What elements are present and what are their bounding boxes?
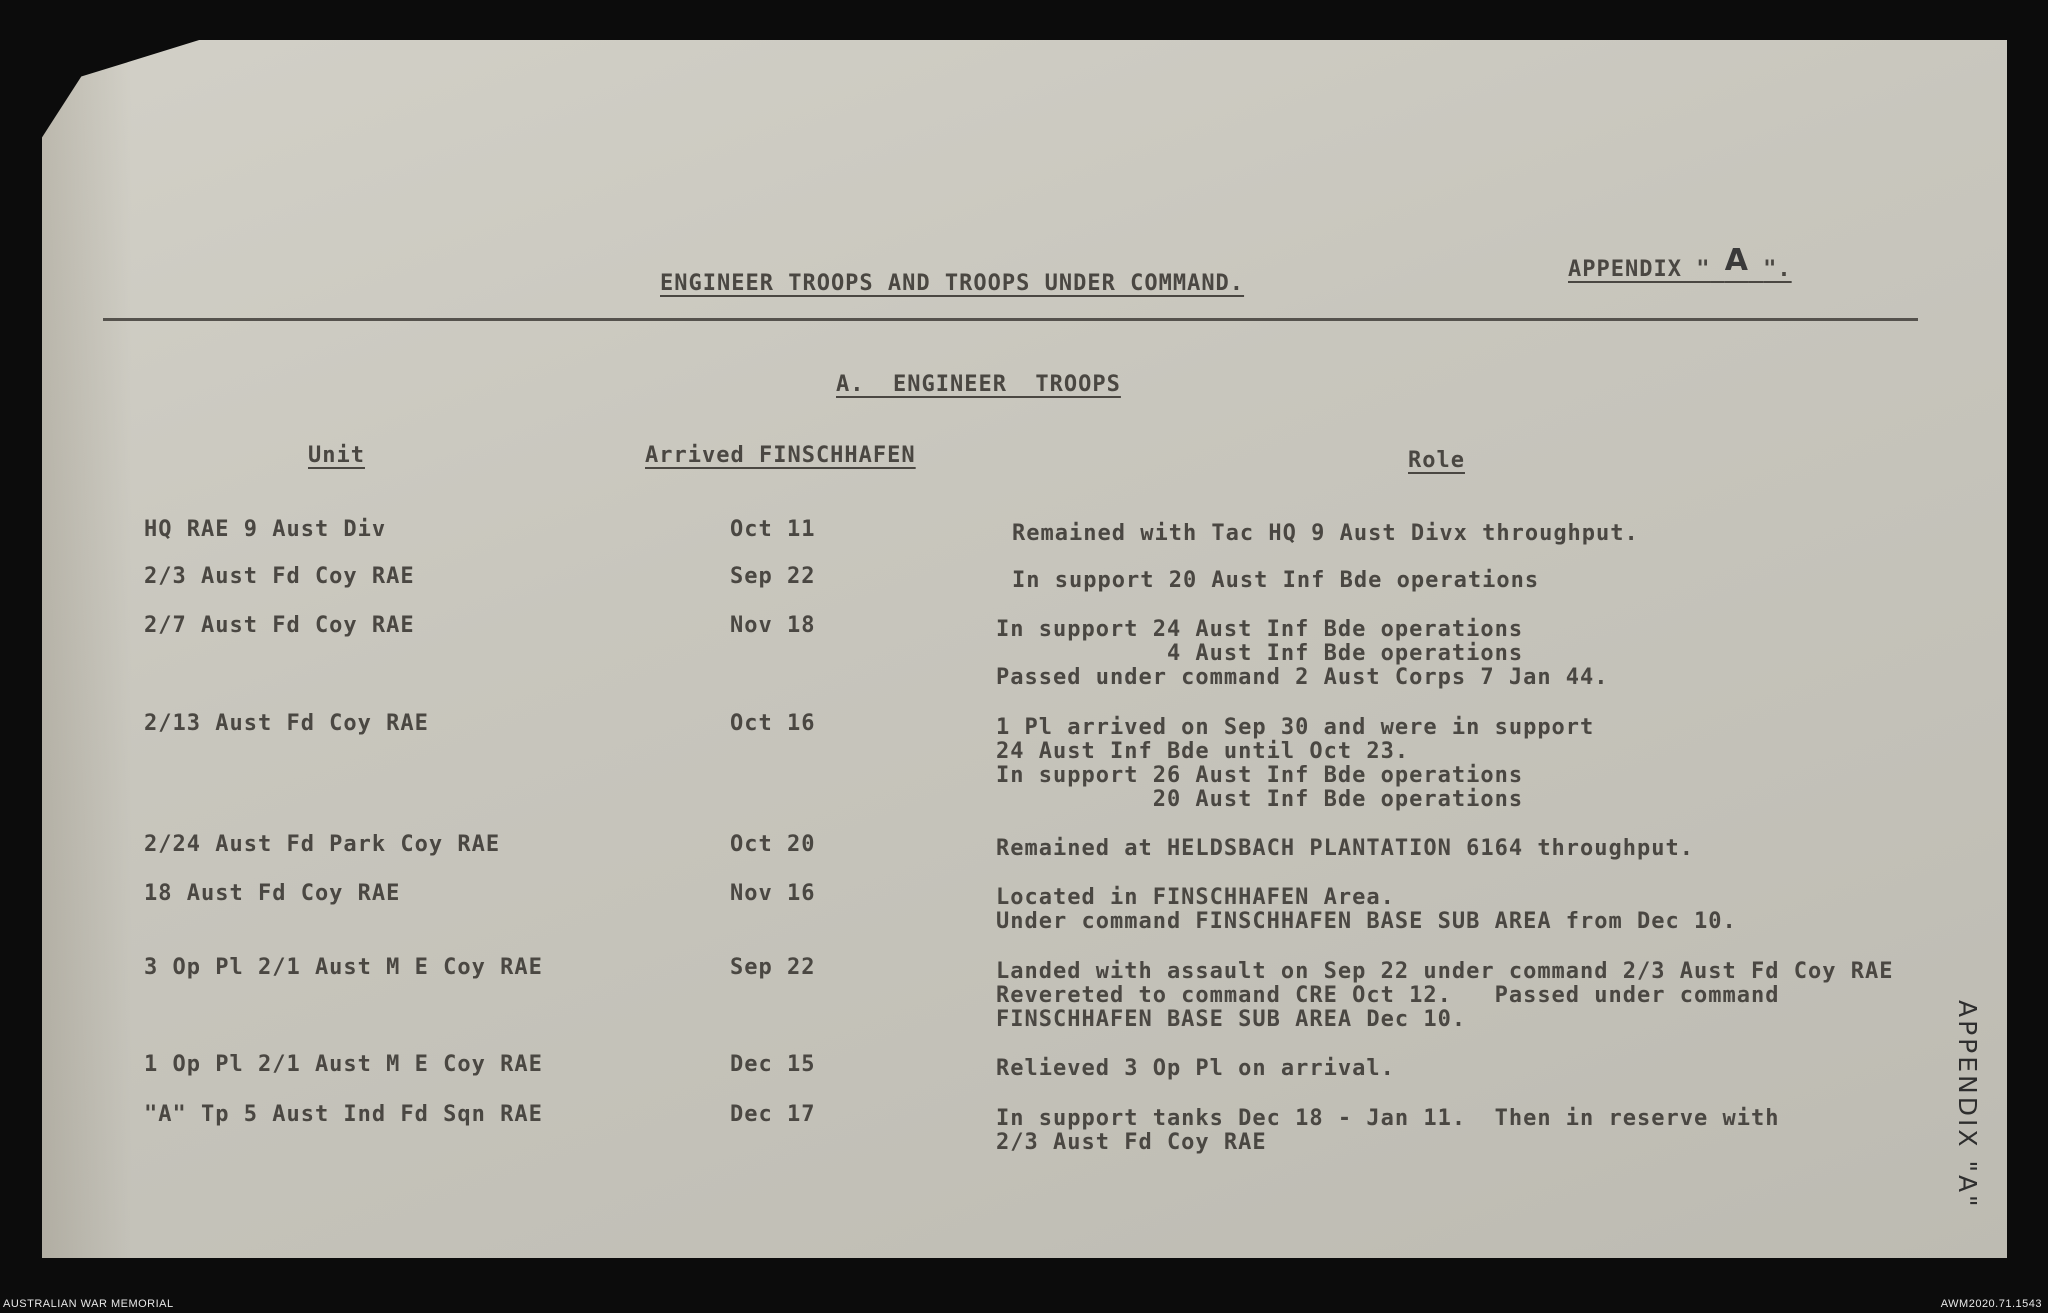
role-line: Relieved 3 Op Pl on arrival. (996, 1056, 1395, 1081)
role-line: In support 24 Aust Inf Bde operations (996, 617, 1524, 642)
arrived-cell: Dec 17 (730, 1102, 816, 1127)
role-cell (996, 1057, 1395, 1081)
role-cell (996, 618, 1609, 690)
arrived-cell: Nov 18 (730, 613, 816, 638)
arrived-cell: Sep 22 (730, 564, 816, 589)
role-line: Remained at HELDSBACH PLANTATION 6164 throughput. (996, 836, 1695, 861)
role-line: Landed with assault on Sep 22 under command 2/3 Aust Fd Coy RAE (996, 959, 1894, 984)
title-rule (103, 318, 1918, 321)
unit-cell: 1 Op Pl 2/1 Aust M E Coy RAE (144, 1052, 543, 1077)
role-cell (996, 960, 1893, 1032)
unit-cell: 2/13 Aust Fd Coy RAE (144, 711, 429, 736)
section-heading: A. ENGINEER TROOPS (836, 372, 1121, 397)
role-line: 20 Aust Inf Bde operations (996, 787, 1524, 812)
column-header-unit: Unit (308, 443, 365, 468)
role-line: Located in FINSCHHAFEN Area. (996, 885, 1395, 910)
footer-left: AUSTRALIAN WAR MEMORIAL (3, 1298, 174, 1310)
role-cell (1012, 569, 1539, 593)
arrived-cell: Dec 15 (730, 1052, 816, 1077)
arrived-cell: Oct 16 (730, 711, 816, 736)
margin-note: APPENDIX "A" (1953, 1000, 1982, 1210)
appendix-suffix: ". (1763, 257, 1792, 282)
role-line: 24 Aust Inf Bde until Oct 23. (996, 739, 1410, 764)
role-cell (996, 886, 1737, 934)
role-line: In support tanks Dec 18 - Jan 11. Then in reserve with (996, 1106, 1780, 1131)
unit-cell: HQ RAE 9 Aust Div (144, 517, 387, 542)
role-line: 4 Aust Inf Bde operations (996, 641, 1524, 666)
role-line: Under command FINSCHHAFEN BASE SUB AREA from Dec 10. (996, 909, 1737, 934)
unit-cell: 18 Aust Fd Coy RAE (144, 881, 401, 906)
role-line: Remained with Tac HQ 9 Aust Divx throughput. (1012, 521, 1639, 546)
unit-cell: 2/24 Aust Fd Park Coy RAE (144, 832, 501, 857)
role-line: Passed under command 2 Aust Corps 7 Jan 44. (996, 665, 1609, 690)
role-line: 2/3 Aust Fd Coy RAE (996, 1130, 1267, 1155)
arrived-cell: Oct 20 (730, 832, 816, 857)
arrived-cell: Oct 11 (730, 517, 816, 542)
role-line: 1 Pl arrived on Sep 30 and were in support (996, 715, 1595, 740)
unit-cell: "A" Tp 5 Aust Ind Fd Sqn RAE (144, 1102, 543, 1127)
appendix-label (1568, 243, 1792, 282)
document-title: ENGINEER TROOPS AND TROOPS UNDER COMMAND. (660, 271, 1245, 296)
role-line: In support 20 Aust Inf Bde operations (1012, 568, 1540, 593)
unit-cell: 3 Op Pl 2/1 Aust M E Coy RAE (144, 955, 543, 980)
footer-right: AWM2020.71.1543 (1940, 1298, 2042, 1310)
appendix-letter: A (1724, 243, 1749, 278)
role-cell (996, 1107, 1779, 1155)
role-cell (996, 716, 1594, 812)
appendix-prefix: APPENDIX " (1568, 257, 1711, 282)
unit-cell: 2/7 Aust Fd Coy RAE (144, 613, 415, 638)
role-line: FINSCHHAFEN BASE SUB AREA Dec 10. (996, 1007, 1467, 1032)
column-header-role: Role (1408, 448, 1465, 473)
role-line: In support 26 Aust Inf Bde operations (996, 763, 1524, 788)
role-cell (1012, 522, 1639, 546)
column-header-arrived: Arrived FINSCHHAFEN (645, 443, 916, 468)
role-cell (996, 837, 1694, 861)
role-line: Revereted to command CRE Oct 12. Passed under command (996, 983, 1780, 1008)
arrived-cell: Sep 22 (730, 955, 816, 980)
arrived-cell: Nov 16 (730, 881, 816, 906)
unit-cell: 2/3 Aust Fd Coy RAE (144, 564, 415, 589)
